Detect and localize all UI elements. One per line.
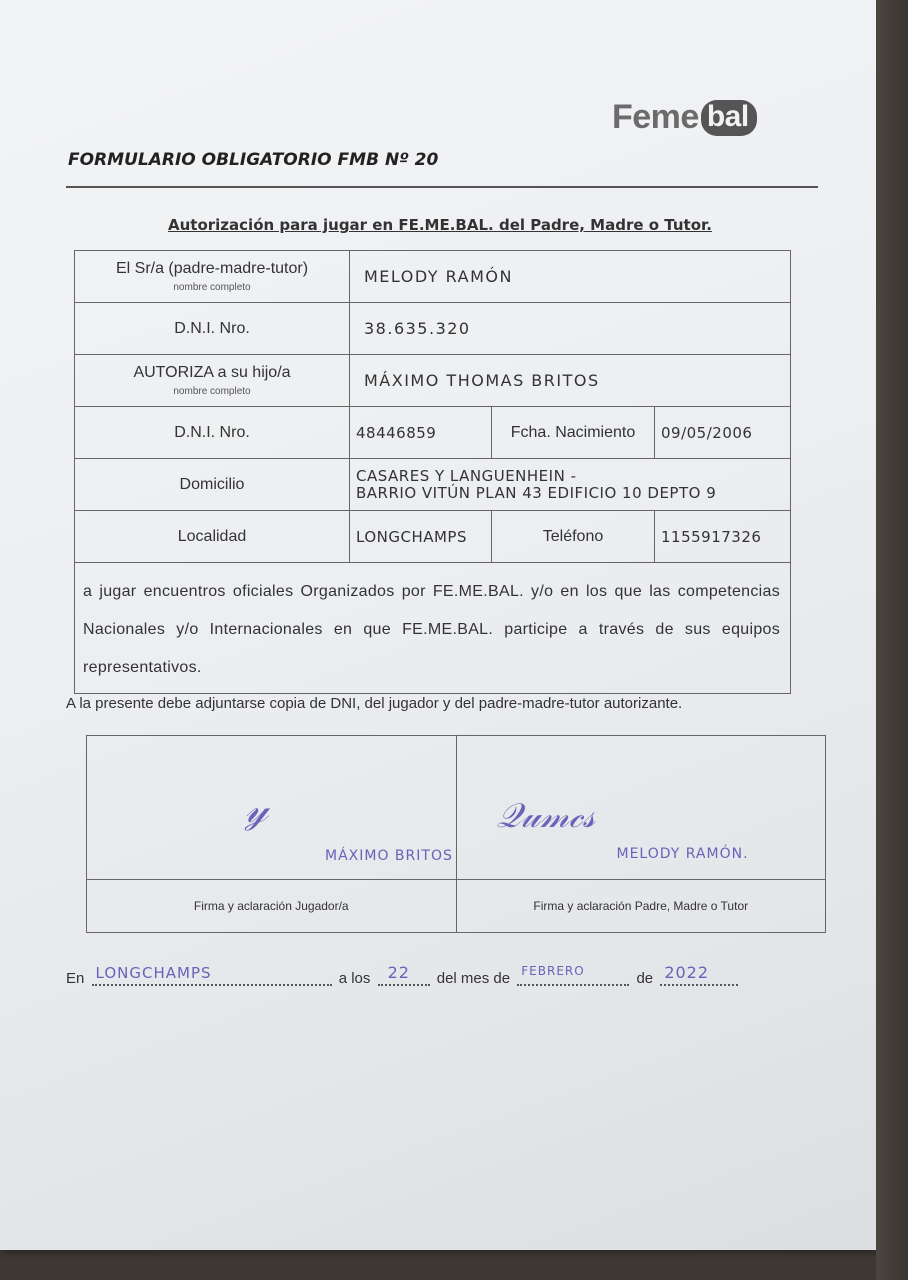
telefono-field[interactable]: 1155917326 (655, 511, 791, 563)
tutor-label: El Sr/a (padre-madre-tutor) (115, 260, 309, 277)
tutor-signature-box[interactable] (456, 736, 826, 880)
title-divider (66, 186, 818, 188)
autoriza-label-cell (75, 355, 350, 407)
child-name-field[interactable]: MÁXIMO THOMAS BRITOS (350, 355, 791, 407)
table-surface-edge (876, 0, 908, 1280)
birth-label: Fcha. Nacimiento (492, 407, 655, 459)
dni-tutor-field[interactable]: 38.635.320 (350, 303, 791, 355)
tutor-name-field[interactable]: MELODY RAMÓN (350, 251, 791, 303)
femebal-logo (612, 98, 757, 137)
place-value: LONGCHAMPS (95, 964, 212, 982)
tutor-sublabel: nombre completo (173, 282, 251, 293)
domicilio-line-2: BARRIO VITÚN PLAN 43 EDIFICIO 10 DEPTO 9 (356, 483, 717, 502)
birth-date-field[interactable]: 09/05/2006 (655, 407, 791, 459)
localidad-field[interactable]: LONGCHAMPS (350, 511, 492, 563)
player-signature-mark: 𝓎 (245, 786, 269, 832)
year-field[interactable] (660, 963, 738, 986)
signature-table (86, 735, 826, 933)
autoriza-label: AUTORIZA a su hijo/a (133, 364, 291, 381)
player-printed-name: MÁXIMO BRITOS (325, 848, 453, 864)
month-field[interactable] (517, 966, 629, 986)
autoriza-sublabel: nombre completo (173, 386, 251, 397)
tutor-signature-caption: Firma y aclaración Padre, Madre o Tutor (456, 880, 826, 933)
tutor-printed-name: MELODY RAMÓN. (616, 846, 749, 862)
attachment-note: A la presente debe adjuntarse copia de DNI, del jugador y del padre-madre-tutor autorizante. (66, 695, 683, 712)
a-los-label: a los (338, 970, 371, 987)
en-label: En (66, 970, 85, 987)
year-value: 2022 (664, 963, 710, 982)
de-label: de (636, 970, 654, 987)
telefono-label: Teléfono (492, 511, 655, 563)
domicilio-label: Domicilio (75, 459, 350, 511)
tutor-label-cell (75, 251, 350, 303)
logo-text: Feme (612, 98, 699, 136)
dni-child-field[interactable]: 48446859 (350, 407, 492, 459)
logo-badge: bal (701, 100, 757, 136)
date-place-line (66, 963, 741, 987)
form-title: FORMULARIO OBLIGATORIO FMB Nº 20 (68, 150, 439, 170)
authorization-table (74, 250, 791, 694)
localidad-label: Localidad (75, 511, 350, 563)
month-value: FEBRERO (521, 964, 585, 978)
player-signature-box[interactable] (87, 736, 457, 880)
domicilio-line-1: CASARES Y LANGUENHEIN - (356, 466, 577, 485)
player-signature-caption: Firma y aclaración Jugador/a (87, 880, 457, 933)
day-value: 22 (387, 963, 410, 982)
place-field[interactable] (92, 966, 332, 986)
dni-child-label: D.N.I. Nro. (75, 407, 350, 459)
authorization-paragraph: a jugar encuentros oficiales Organizados por FE.ME.BAL. y/o en los que las competencias Nacionales y/o Internacionales en que FE.ME.BAL. participe a través de sus equipos representativos. (75, 563, 791, 694)
day-field[interactable] (378, 963, 430, 986)
mes-label: del mes de (436, 970, 511, 987)
domicilio-field[interactable] (350, 459, 791, 511)
dni-tutor-label: D.N.I. Nro. (75, 303, 350, 355)
form-subtitle: Autorización para jugar en FE.ME.BAL. del Padre, Madre o Tutor. (168, 216, 712, 234)
tutor-signature-mark: 𝒬𝓊𝓂𝒸𝓈 (496, 796, 596, 836)
